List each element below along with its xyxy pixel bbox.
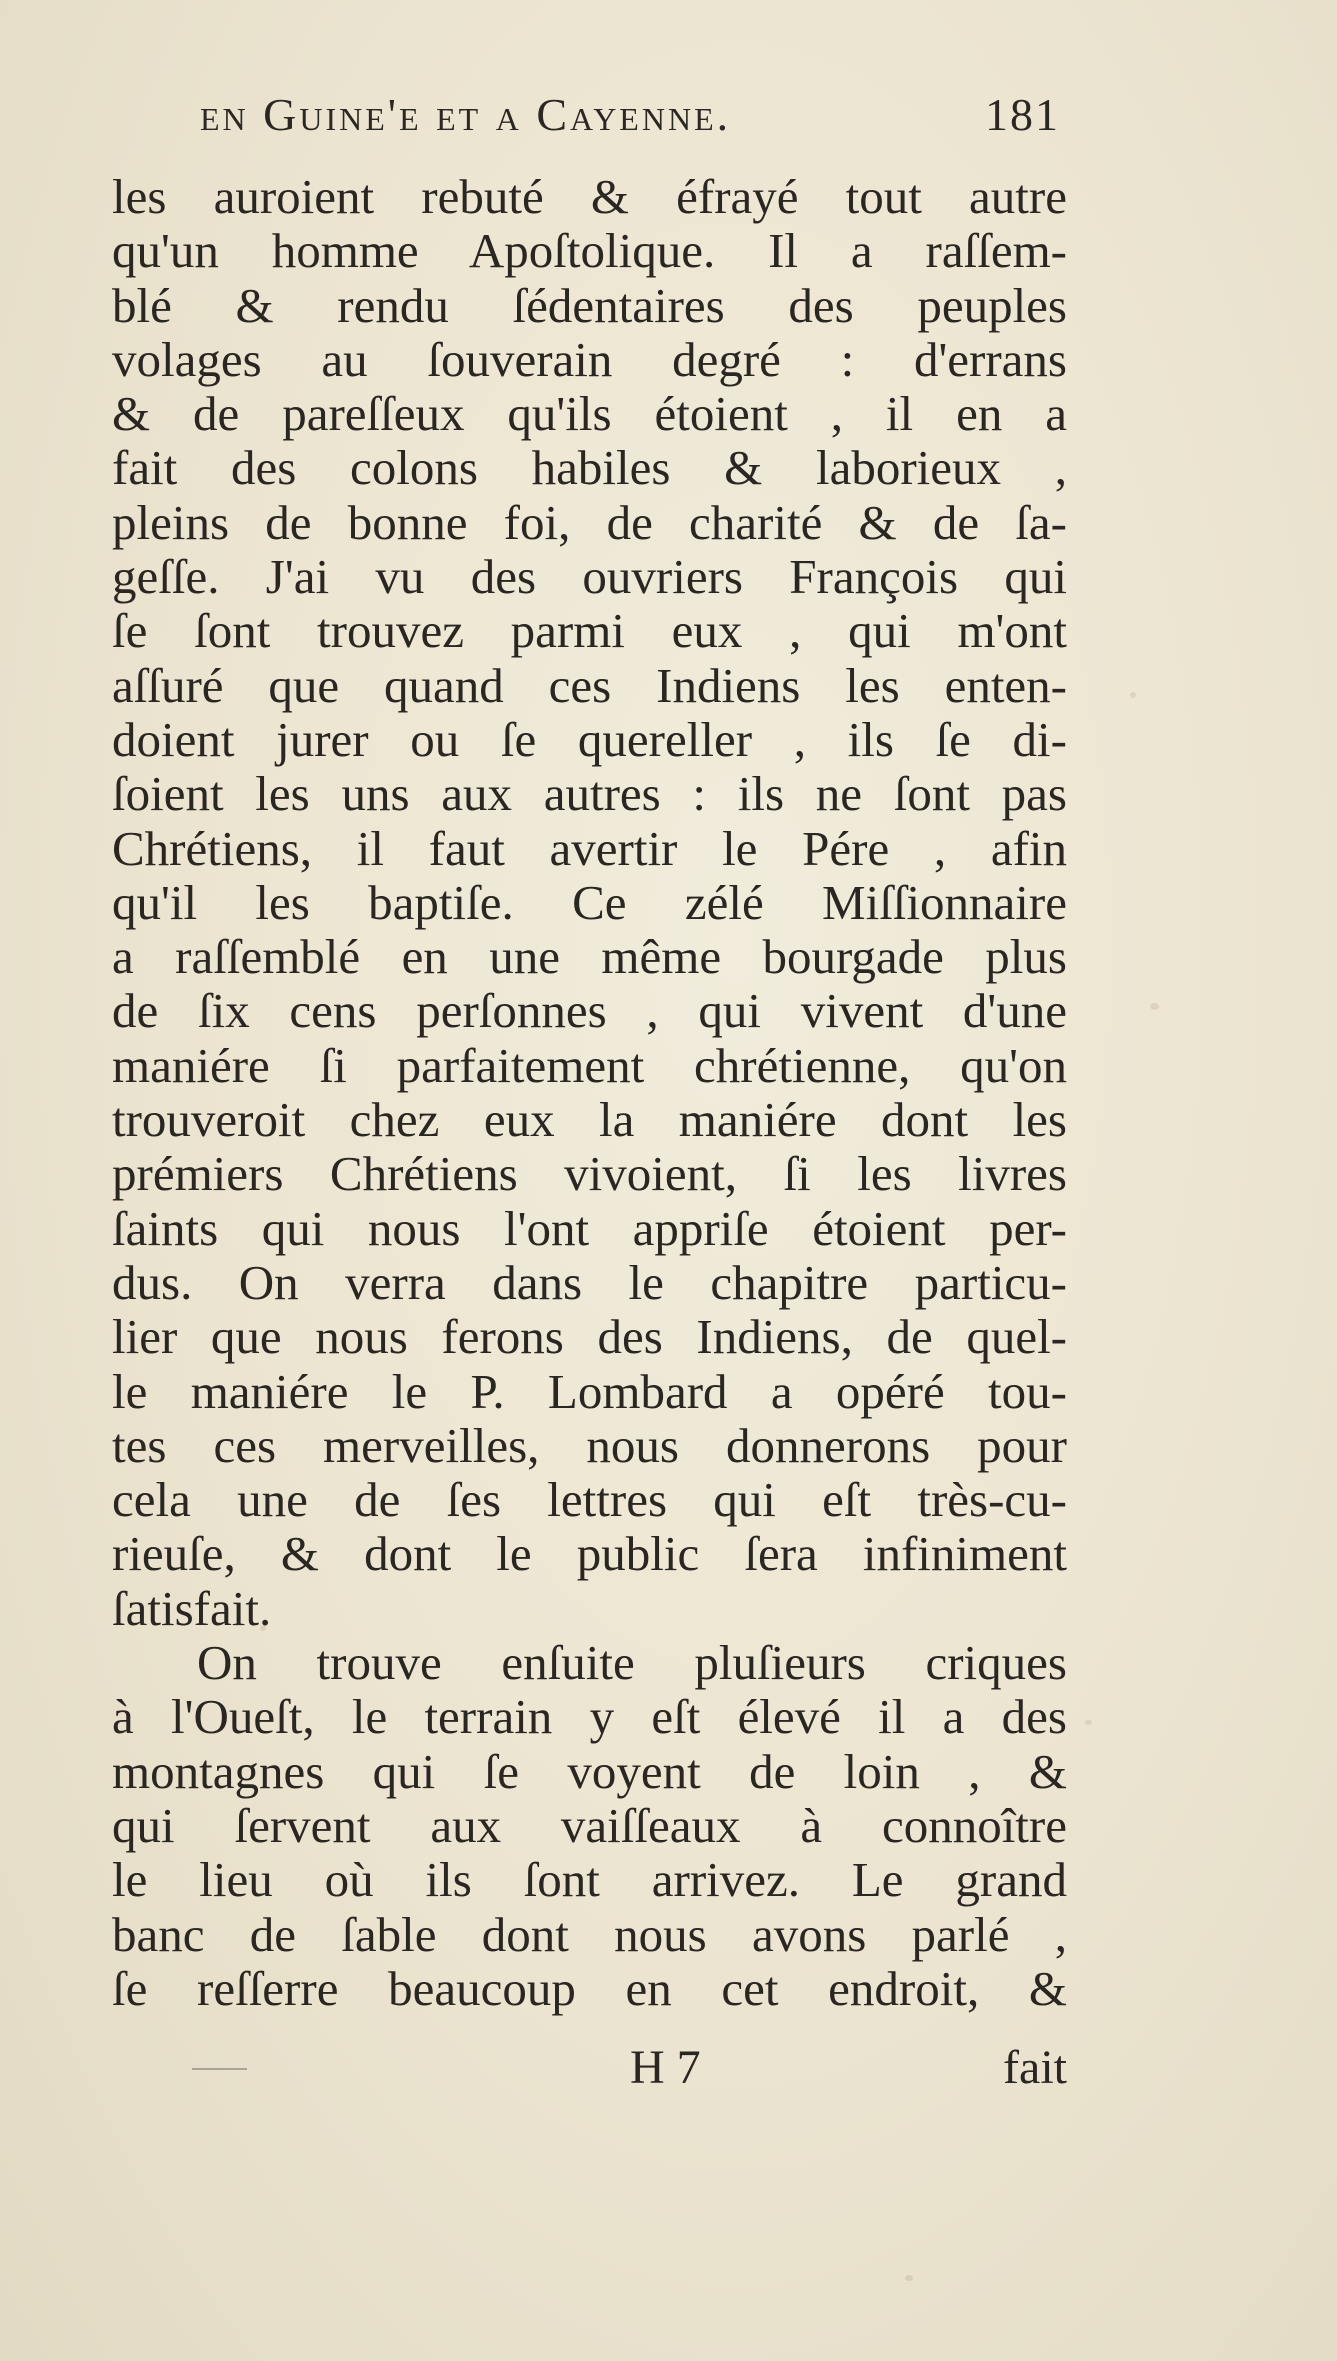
text-line: à l'Oueſt, le terrain y eſt élevé il a des	[112, 1689, 1067, 1745]
ink-dash-mark	[192, 2068, 247, 2070]
signature-mark: H 7	[630, 2041, 701, 2094]
text-line: ſatisfait.	[112, 1580, 272, 1636]
text-line: ſe ſont trouvez parmi eux , qui m'ont	[112, 603, 1067, 659]
text-line: banc de ſable dont nous avons parlé ,	[112, 1906, 1067, 1962]
text-line: maniére ſi parfaitement chrétienne, qu'on	[112, 1037, 1067, 1093]
text-line: doient jurer ou ſe quereller , ils ſe di-	[112, 711, 1067, 767]
page-footer	[112, 2040, 1067, 2100]
text-line: aſſuré que quand ces Indiens les enten-	[112, 657, 1067, 713]
text-line: le lieu où ils ſont arrivez. Le grand	[112, 1852, 1067, 1908]
catchword: fait	[1003, 2041, 1067, 2094]
running-head: en Guine'e et a Cayenne.	[200, 89, 732, 140]
foxing-spot	[1085, 1720, 1092, 1725]
text-line: montagnes qui ſe voyent de loin , &	[112, 1743, 1067, 1799]
text-line: tes ces merveilles, nous donnerons pour	[112, 1417, 1067, 1473]
text-line: qu'un homme Apoſtolique. Il a raſſem-	[112, 223, 1067, 279]
text-line: de ſix cens perſonnes , qui vivent d'une	[112, 983, 1067, 1039]
text-line: fait des colons habiles & laborieux ,	[112, 440, 1067, 496]
text-line: prémiers Chrétiens vivoient, ſi les livres	[112, 1146, 1067, 1202]
text-line: ſe reſſerre beaucoup en cet endroit, &	[112, 1960, 1067, 2016]
text-line: dus. On verra dans le chapitre particu-	[112, 1254, 1067, 1310]
body-text	[112, 170, 1067, 2016]
foxing-spot	[905, 2275, 913, 2281]
text-line: blé & rendu ſédentaires des peuples	[112, 277, 1067, 333]
page-header	[200, 88, 1060, 158]
text-line: volages au ſouverain degré : d'errans	[112, 331, 1067, 387]
text-line: ſoient les uns aux autres : ils ne ſont pas	[112, 766, 1067, 822]
text-line: cela une de ſes lettres qui eſt très-cu-	[112, 1472, 1067, 1528]
foxing-spot	[1150, 1003, 1159, 1010]
text-line: qu'il les baptiſe. Ce zélé Miſſionnaire	[112, 874, 1067, 930]
text-line: On trouve enſuite pluſieurs criques	[197, 1635, 1067, 1691]
foxing-spot	[1130, 692, 1136, 698]
text-line: Chrétiens, il faut avertir le Pére , afin	[112, 820, 1067, 876]
text-line: trouveroit chez eux la maniére dont les	[112, 1092, 1067, 1148]
text-line: pleins de bonne foi, de charité & de ſa-	[112, 494, 1067, 550]
text-line: les auroient rebuté & éfrayé tout autre	[112, 169, 1067, 224]
page-number: 181	[985, 89, 1060, 140]
text-line: ſaints qui nous l'ont appriſe étoient per-	[112, 1200, 1067, 1256]
text-line: le maniére le P. Lombard a opéré tou-	[112, 1363, 1067, 1419]
text-line: qui ſervent aux vaiſſeaux à connoître	[112, 1797, 1067, 1853]
text-line: lier que nous ferons des Indiens, de quel-	[112, 1309, 1067, 1365]
text-line: a raſſemblé en une même bourgade plus	[112, 929, 1067, 985]
text-line: & de pareſſeux qu'ils étoient , il en a	[112, 386, 1067, 442]
text-line: geſſe. J'ai vu des ouvriers François qui	[112, 549, 1067, 605]
text-line: rieuſe, & dont le public ſera infiniment	[112, 1526, 1067, 1582]
